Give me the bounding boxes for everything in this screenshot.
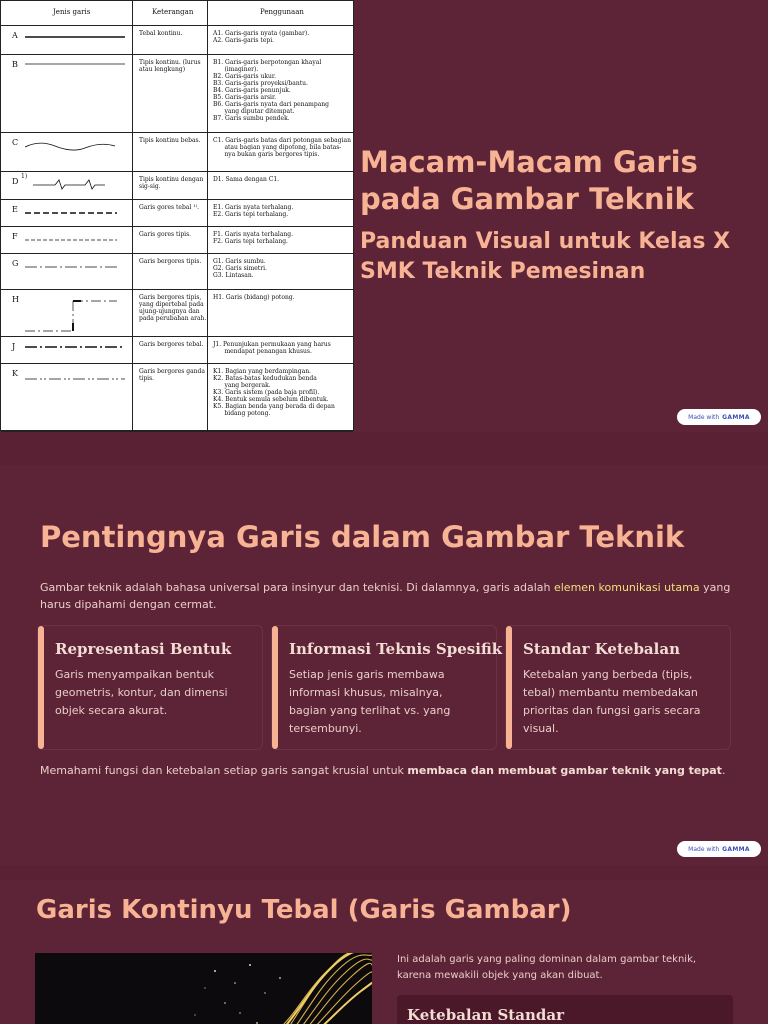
card-title: Informasi Teknis Spesifik <box>289 640 503 658</box>
slide-title <box>0 0 768 432</box>
usage-item: A1. Garis-garis nyata (gambar). <box>213 30 310 37</box>
usage-item: mendapat penangan khusus. <box>213 348 312 355</box>
line-code: F <box>12 232 18 241</box>
usage-item: bidang potong. <box>213 410 271 417</box>
made-with-gamma-badge[interactable] <box>677 841 761 857</box>
line-description: Garis gores tipis. <box>139 231 192 238</box>
info-box <box>397 995 733 1024</box>
usage-item: B6. Garis-garis nyata dari penampang <box>213 101 329 108</box>
usage-item: K1. Bagian yang berdampingan. <box>213 368 311 375</box>
usage-item: E2. Garis tepi terhalang. <box>213 211 289 218</box>
line-description: Tipis kontinu. (lurus atau lengkung) <box>139 59 201 73</box>
table-row <box>1 363 353 432</box>
line-types-table-image <box>0 0 354 431</box>
usage-item: F2. Garis tepi terhalang. <box>213 238 288 245</box>
line-sample <box>25 373 127 413</box>
card-standar-ketebalan <box>505 625 731 750</box>
table-row <box>1 199 353 227</box>
table-row <box>1 25 353 55</box>
slide-continuous-thick-line <box>0 880 768 1024</box>
intro-text-end: yang harus dipahami dengan cermat. <box>40 581 731 611</box>
usage-item: B4. Garis-garis penunjuk. <box>213 87 291 94</box>
badge-prefix: Made with <box>688 413 720 421</box>
line-description: Tebal kontinu. <box>139 30 183 37</box>
line-code: D <box>12 177 19 186</box>
header-jenis-garis: Jenis garis <box>53 8 91 16</box>
gold-wave-lines <box>35 953 372 1024</box>
badge-prefix: Made with <box>688 845 720 853</box>
line-description: Garis bergores tipis. <box>139 258 202 265</box>
line-description: Garis bergores ganda tipis. <box>139 368 205 382</box>
line-code: E <box>12 205 18 214</box>
table-row <box>1 171 353 200</box>
line-description: Tipis kontinu bebas. <box>139 137 201 144</box>
line-usage <box>213 30 353 44</box>
line-usage <box>213 258 353 279</box>
info-box-title: Ketebalan Standar <box>407 1006 564 1024</box>
line-description: Tipis kontinu dengan sig-sig. <box>139 176 204 190</box>
usage-item: G3. Lintasan. <box>213 272 254 279</box>
line-usage <box>213 368 353 417</box>
line-code: J <box>12 342 16 351</box>
usage-item: atau bagian yang dipotong, bila batas- <box>213 144 342 151</box>
usage-item: B7. Garis sumbu pendek. <box>213 115 290 122</box>
line-code: C <box>12 138 19 147</box>
presentation-title: Macam-Macam Garis pada Gambar Teknik <box>360 145 698 216</box>
table-row <box>1 253 353 290</box>
table-row <box>1 132 353 172</box>
card-body: Ketebalan yang berbeda (tipis, tebal) membantu membedakan prioritas dan fungsi garis secara visual. <box>523 668 701 735</box>
usage-item: G2. Garis simetri. <box>213 265 267 272</box>
usage-item: E1. Garis nyata terhalang. <box>213 204 294 211</box>
line-code: A <box>12 31 18 40</box>
usage-item: K3. Garis sistem (pada baja profil). <box>213 389 320 396</box>
table-row <box>1 336 353 364</box>
intro-highlight: elemen komunikasi utama <box>553 581 700 594</box>
line-usage <box>213 341 353 355</box>
gamma-logo: GAMMA <box>722 413 750 421</box>
table-row <box>1 54 353 133</box>
line-usage <box>213 137 353 158</box>
usage-item: yang bergerak. <box>213 382 271 389</box>
line-code: H <box>12 295 19 304</box>
usage-item: D1. Sama dengan C1. <box>213 176 280 183</box>
usage-item: B3. Garis-garis proyeksi/bantu. <box>213 80 308 87</box>
usage-item: K5. Bagian benda yang berada di depan <box>213 403 335 410</box>
usage-item: (imaginer). <box>213 66 259 73</box>
card-representasi-bentuk <box>37 625 263 750</box>
card-accent-bar <box>506 626 512 749</box>
line-code: G <box>12 259 19 268</box>
line-description: Garis bergores tipis, yang dipertebal pada ujung-ujungnya dan pada perubahan arah. <box>139 294 207 322</box>
line-code: K <box>12 369 18 378</box>
card-title: Standar Ketebalan <box>523 640 680 658</box>
line-usage <box>213 204 353 218</box>
gamma-logo: GAMMA <box>722 845 750 853</box>
table-header <box>1 1 353 26</box>
card-body: Setiap jenis garis membawa informasi khusus, misalnya, bagian yang terlihat vs. yang tersembunyi. <box>289 668 451 735</box>
usage-item: B5. Garis-garis arsir. <box>213 94 277 101</box>
card-accent-bar <box>38 626 44 749</box>
line-usage <box>213 59 353 122</box>
card-body: Garis menyampaikan bentuk geometris, kontur, dan dimensi objek secara akurat. <box>55 668 228 717</box>
line-sample <box>25 297 127 337</box>
usage-item: H1. Garis (bidang) potong. <box>213 294 295 301</box>
usage-item: nya bukan garis bergores tipis. <box>213 151 320 158</box>
line-sample <box>25 59 127 99</box>
card-accent-bar <box>272 626 278 749</box>
usage-item: A2. Garis-garis tepi. <box>213 37 275 44</box>
summary-paragraph <box>40 764 740 777</box>
line-code: B <box>12 60 18 69</box>
line-usage <box>213 294 353 301</box>
intro-paragraph <box>40 579 740 613</box>
table-row <box>1 289 353 337</box>
usage-item: K4. Bentuk semula sebelum dibentuk. <box>213 396 329 403</box>
intro-text: Gambar teknik adalah bahasa universal para insinyur dan teknisi. Di dalamnya, garis adalah <box>40 581 554 594</box>
line-description: Garis bergores tebal. <box>139 341 204 348</box>
usage-item: F1. Garis nyata terhalang. <box>213 231 294 238</box>
header-keterangan: Keterangan <box>152 8 194 16</box>
usage-item: B1. Garis-garis berpotongan khayal <box>213 59 322 66</box>
section-heading: Pentingnya Garis dalam Gambar Teknik <box>40 520 685 554</box>
made-with-gamma-badge[interactable] <box>677 409 761 425</box>
section-heading: Garis Kontinyu Tebal (Garis Gambar) <box>36 895 572 925</box>
usage-item: G1. Garis sumbu. <box>213 258 266 265</box>
usage-item: yang diputar ditempat. <box>213 108 295 115</box>
slide-importance <box>0 465 768 865</box>
presentation-subtitle: Panduan Visual untuk Kelas X SMK Teknik Pemesinan <box>360 229 731 284</box>
usage-item: K2. Batas-batas kedudukan benda <box>213 375 317 382</box>
summary-bold: membaca dan membuat gambar teknik yang tepat <box>407 764 722 777</box>
usage-item: J1. Penunjukan permukaan yang harus <box>213 341 331 348</box>
description-text: Ini adalah garis yang paling dominan dalam gambar teknik, karena mewakili objek yang akan dibuat. <box>397 954 697 981</box>
card-informasi-teknis <box>271 625 503 750</box>
header-penggunaan: Penggunaan <box>260 8 304 16</box>
summary-end: . <box>721 764 726 777</box>
summary-text: Memahami fungsi dan ketebalan setiap garis sangat krusial untuk <box>40 764 408 777</box>
usage-item: B2. Garis-garis ukur. <box>213 73 276 80</box>
line-description: Garis gores tebal ¹⁾. <box>139 204 199 211</box>
line-usage <box>213 176 353 183</box>
footnote-marker: 1) <box>21 173 28 180</box>
decorative-gold-lines-image <box>35 953 372 1024</box>
table-row <box>1 226 353 254</box>
card-title: Representasi Bentuk <box>55 640 232 658</box>
line-usage <box>213 231 353 245</box>
usage-item: C1. Garis-garis batas dari potongan sebagian <box>213 137 351 144</box>
